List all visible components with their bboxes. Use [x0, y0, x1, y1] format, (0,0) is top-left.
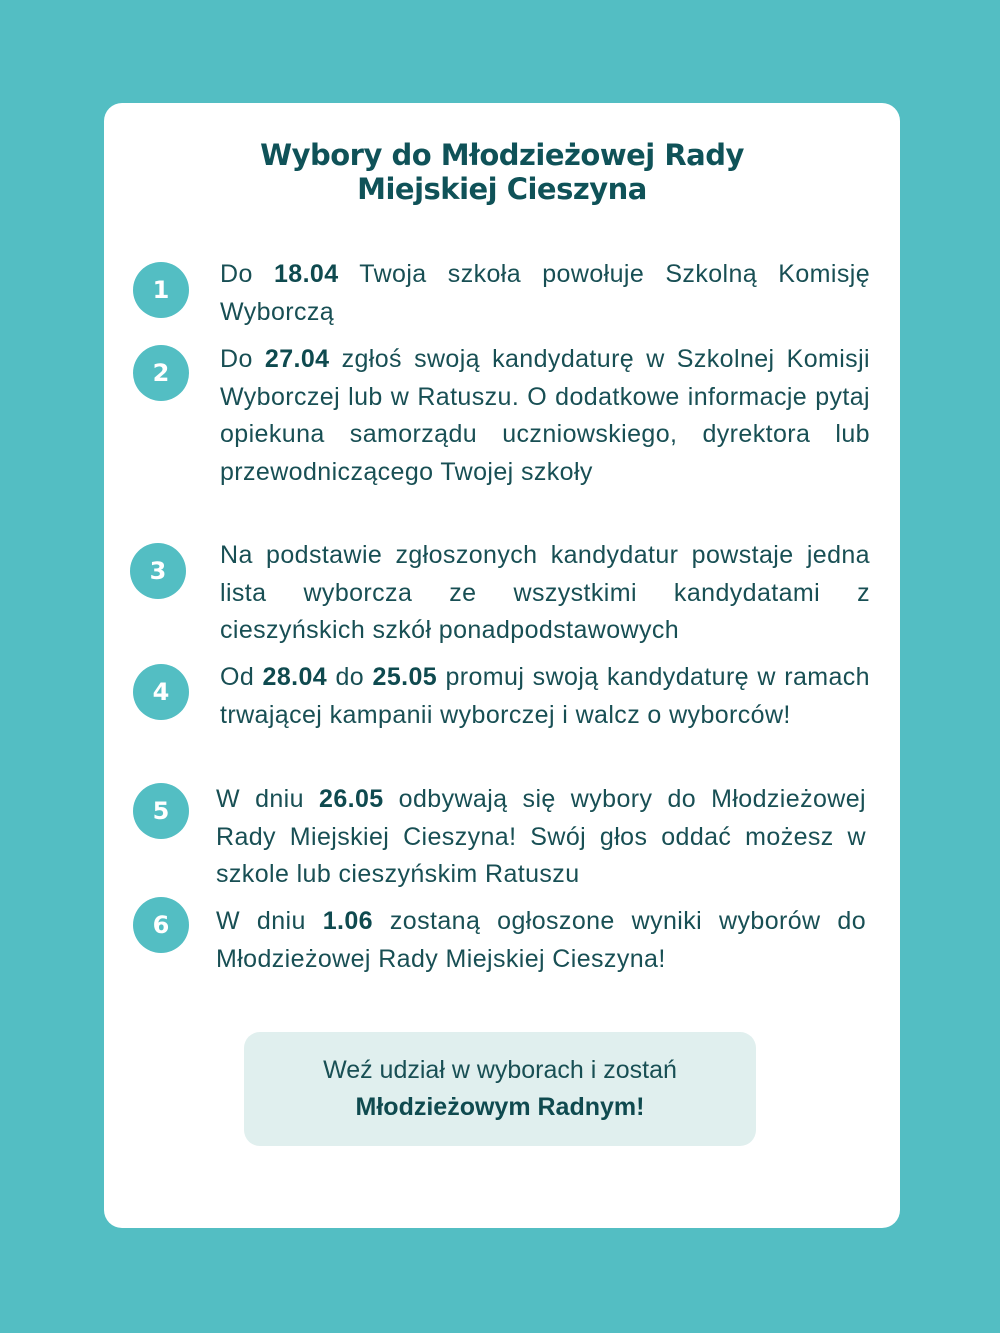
- step-text: Od 28.04 do 25.05 promuj swoją kandydaturę w ramach trwającej kampanii wyborczej i walcz o wyborców!: [220, 663, 870, 729]
- call-to-action-box: [244, 1032, 756, 1146]
- step-number-badge: 1: [133, 262, 189, 318]
- cta-line-1: Weź udział w wyborach i zostań: [323, 1056, 677, 1084]
- page-title: [104, 138, 900, 206]
- title-line-1: Wybory do Młodzieżowej Rady: [260, 138, 744, 172]
- step-text: W dniu 1.06 zostaną ogłoszone wyniki wyborów do Młodzieżowej Rady Miejskiej Cieszyna!: [216, 907, 867, 973]
- step-text: Do 18.04 Twoja szkoła powołuje Szkolną Komisję Wyborczą: [220, 260, 870, 326]
- cta-line-2: Młodzieżowym Radnym!: [355, 1093, 645, 1121]
- info-card: [104, 103, 900, 1228]
- step-number-badge: 3: [130, 543, 186, 599]
- title-line-2: Miejskiej Cieszyna: [357, 172, 647, 206]
- step-text: Do 27.04 zgłoś swoją kandydaturę w Szkolnej Komisji Wyborczej lub w Ratuszu. O dodatkowe informacje pytaj opiekuna samorządu uczniowskiego, dyrektora lub przewodniczącego Twojej szkoły: [220, 345, 870, 486]
- step-number-badge: 6: [133, 897, 189, 953]
- step-number-badge: 2: [133, 345, 189, 401]
- step-number-badge: 5: [133, 783, 189, 839]
- step-text: Na podstawie zgłoszonych kandydatur powstaje jedna lista wyborcza ze wszystkimi kandydatami z cieszyńskich szkół ponadpodstawowych: [220, 541, 870, 644]
- step-text: W dniu 26.05 odbywają się wybory do Młodzieżowej Rady Miejskiej Cieszyna! Swój głos oddać możesz w szkole lub cieszyńskim Ratuszu: [216, 785, 866, 888]
- step-number-badge: 4: [133, 664, 189, 720]
